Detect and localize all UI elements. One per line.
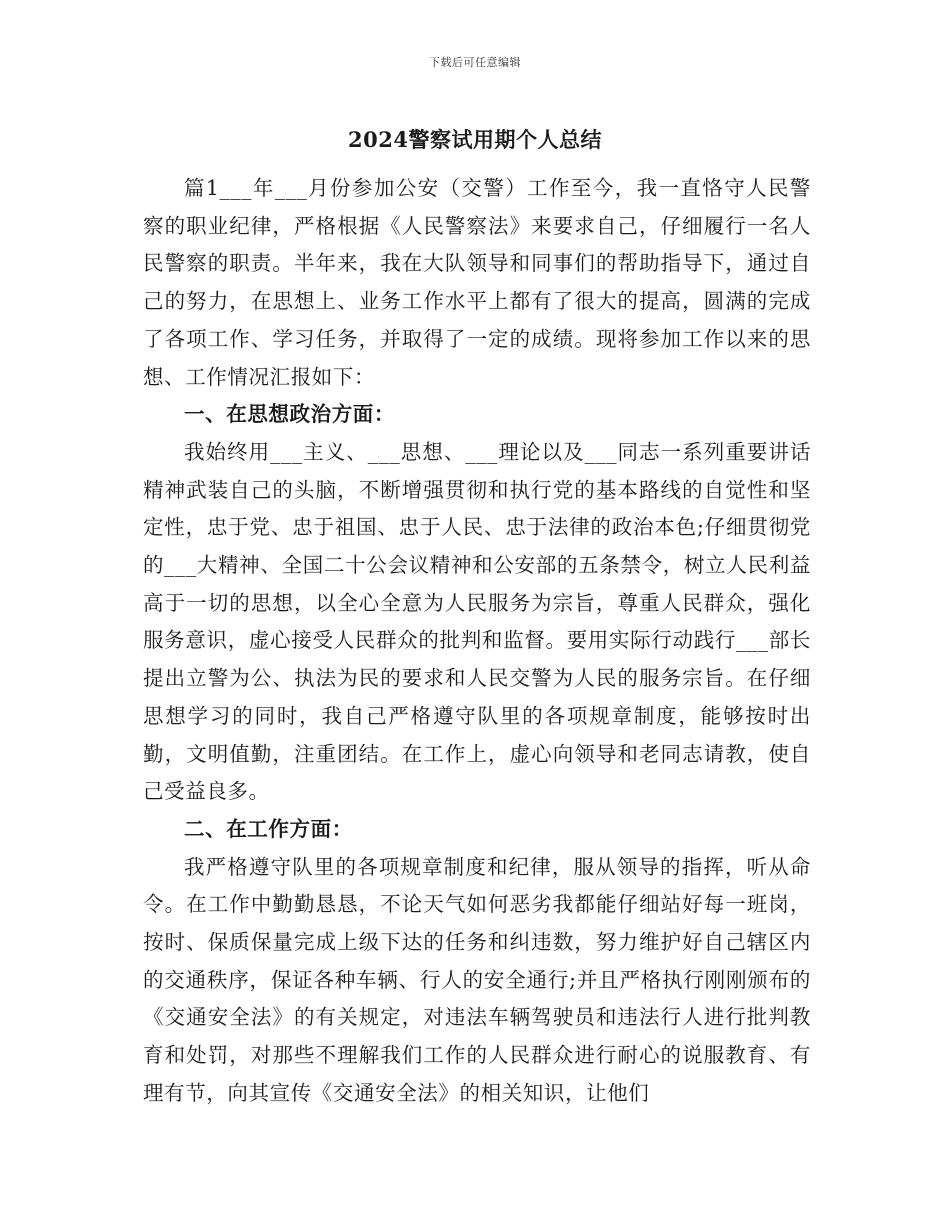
document-body — [143, 170, 811, 1113]
download-note: 下载后可任意编辑 — [429, 56, 521, 69]
section-heading-work: 二、在工作方面： — [184, 816, 353, 841]
intro-paragraph: 篇1___年___月份参加公安（交警）工作至今，我一直恪守人民警察的职业纪律，严格根据《人民警察法》来要求自己，仔细履行一名人民警察的职责。半年来，我在大队领导和同事们的帮助指导下，通过自己的努力，在思想上、业务工作水平上都有了很大的提高，圆满的完成了各项工作、学习任务，并取得了一定的成绩。现将参加工作以来的思想、工作情况汇报如下： — [143, 176, 811, 389]
section-body-work: 我严格遵守队里的各项规章制度和纪律，服从领导的指挥，听从命令。在工作中勤勤恳恳，不论天气如何恶劣我都能仔细站好每一班岗，按时、保质保量完成上级下达的任务和纠违数，努力维护好自己辖区内的交通秩序，保证各种车辆、行人的安全通行;并且严格执行刚刚颁布的《交通安全法》的有关规定，对违法车辆驾驶员和违法行人进行批判教育和处罚，对那些不理解我们工作的人民群众进行耐心的说服教育、有理有节，向其宣传《交通安全法》的相关知识，让他们 — [143, 854, 811, 1105]
document-title: 2024警察试用期个人总结 — [348, 127, 602, 152]
section-heading-political: 一、在思想政治方面： — [184, 402, 395, 427]
section-body-political: 我始终用___主义、___思想、___理论以及___同志一系列重要讲话精神武装自己的头脑，不断增强贯彻和执行党的基本路线的自觉性和坚定性，忠于党、忠于祖国、忠于人民、忠于法律的政治本色;仔细贯彻党的___大精神、全国二十公会议精神和公安部的五条禁令，树立人民利益高于一切的思想，以全心全意为人民服务为宗旨，尊重人民群众，强化服务意识，虚心接受人民群众的批判和监督。要用实际行动践行___部长提出立警为公、执法为民的要求和人民交警为人民的服务宗旨。在仔细思想学习的同时，我自己严格遵守队里的各项规章制度，能够按时出勤，文明值勤，注重团结。在工作上，虚心向领导和老同志请教，使自己受益良多。 — [143, 439, 811, 804]
